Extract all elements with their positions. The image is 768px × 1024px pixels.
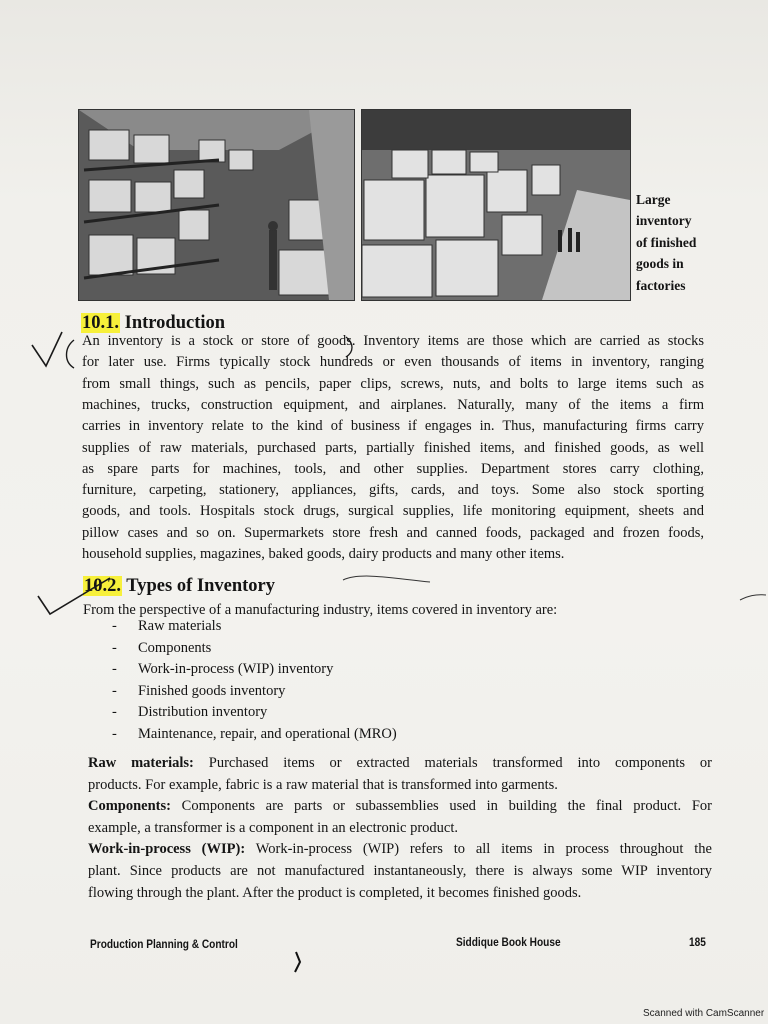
paragraph-line: An inventory is a stock or store of goods. Inventory items are those which are carried as stocks	[82, 333, 704, 349]
section-title: Introduction	[124, 313, 226, 333]
definition-text: products. For example, fabric is a raw material that is transformed into garments.	[88, 776, 558, 793]
definition-text: flowing through the plant. After the product is completed, it becomes finished goods.	[88, 884, 582, 901]
scanner-watermark: Scanned with CamScanner	[643, 1008, 765, 1019]
definition-term: Work-in-process (WIP):	[88, 841, 246, 858]
caption-line: goods in	[636, 256, 684, 272]
paragraph-line: goods, and tools. Hospitals stock drugs, surgical supplies, life monitoring equipment, sheets and	[82, 503, 704, 520]
types-intro-text: From the perspective of a manufacturing industry, items covered in inventory are:	[83, 602, 558, 618]
paragraph-line: machines, trucks, construction equipment, and airplanes. Naturally, many of the items a firm	[82, 396, 704, 413]
definition-text: Purchased items or extracted materials transformed into components or	[193, 755, 712, 771]
section-title: Types of Inventory	[126, 576, 275, 596]
caption-line: Large	[636, 192, 671, 207]
section-number: 10.2.	[84, 576, 121, 596]
definition-text: Components are parts or subassemblies used in building the final product. For	[170, 798, 712, 815]
footer-book-title: Production Planning & Control	[90, 939, 238, 951]
footer-publisher: Siddique Book House	[456, 937, 561, 949]
paragraph-line: furniture, carpeting, stationery, appliances, gifts, cards, and toys. Some also stock sporting	[82, 482, 704, 499]
paragraph-line: as spare parts for machines, tools, and other supplies. Department stores carry clothing,	[82, 460, 704, 477]
definition-text: plant. Since products are not manufactured instantaneously, there is always some WIP inventory	[88, 863, 712, 879]
section-number: 10.1.	[82, 313, 119, 333]
paragraph-line: household supplies, magazines, baked goods, dairy products and many other items.	[82, 546, 565, 562]
page-number: 185	[689, 937, 706, 949]
paragraph-line: for later use. Firms typically stock hundreds or even thousands of items in inventory, ranging	[82, 354, 704, 371]
definition-text: Work-in-process (WIP) refers to all items in process throughout the	[245, 841, 712, 858]
paragraph-line: pillow cases and so on. Supermarkets store fresh and canned foods, packaged and frozen foods,	[82, 524, 704, 541]
paragraph-line: carries in inventory relate to the kind of business if engages in. Thus, manufacturing firms carry	[82, 418, 704, 435]
caption-line: inventory	[636, 213, 692, 229]
caption-line: factories	[636, 277, 686, 293]
paragraph-line: from small things, such as pencils, paper clips, screws, nuts, and bolts to large items such as	[82, 375, 704, 392]
definition-term: Components:	[88, 798, 171, 815]
caption-line: of finished	[636, 234, 697, 250]
definition-text: example, a transformer is a component in an electronic product.	[88, 819, 459, 836]
document-page: Large inventory of finished goods in factories 10.1. Introduction An inventory is a stock or store of goods. Inventory items are those which are carried as stocks for later use. Firms typically stock hundreds or even thousands of items in inventory, ranging from small things, such as pencils, paper clips, screws, nuts, and bolts to large items such as machines, trucks, construction equipment, and airplanes. Naturally, many of the items a firm carries in inventory relate to the kind of business if engages in. Thus, manufacturing firms carry supplies of raw materials, purchased parts, partially finished items, and finished goods, as well as spare parts for machines, tools, and other supplies. Department stores carry clothing, furniture, carpeting, stationery, appliances, gifts, cards, and toys. Some also stock sporting goods, and tools. Hospitals stock drugs, surgical supplies, life monitoring equipment, sheets and pillow cases and so on. Supermarkets store fresh and canned foods, packaged and frozen foods, household supplies, magazines, baked goods, dairy products and many other items. 10.2. Types of Inventory From the perspective of a manufacturing industry, items covered in inventory are: - Raw materials - Components - Work-in-process (WIP) inventory - Finished goods inventory - Distribution inventory - Maintenance, repair, and operational (MRO) Raw materials: Purchased items or extracted materials transformed into components or products. For example, fabric is a raw material that is transformed into garments. Components: Components are parts or subassemblies used in building the final product. For example, a transformer is a component in an electronic product. Work-in-process (WIP): Work-in-process (WIP) refers to all items in process throughout the plant. Since products are not manufactured instantaneously, there is always some WIP inventory flowing through the plant. After the product is completed, it becomes finished goods. Production Planning & Control Siddique Book House 185 Scanned with CamScanner	[0, 0, 768, 1024]
paragraph-line: supplies of raw materials, purchased parts, partially finished items, and finished goods, as well	[82, 439, 704, 456]
definition-term: Raw materials:	[88, 755, 194, 771]
